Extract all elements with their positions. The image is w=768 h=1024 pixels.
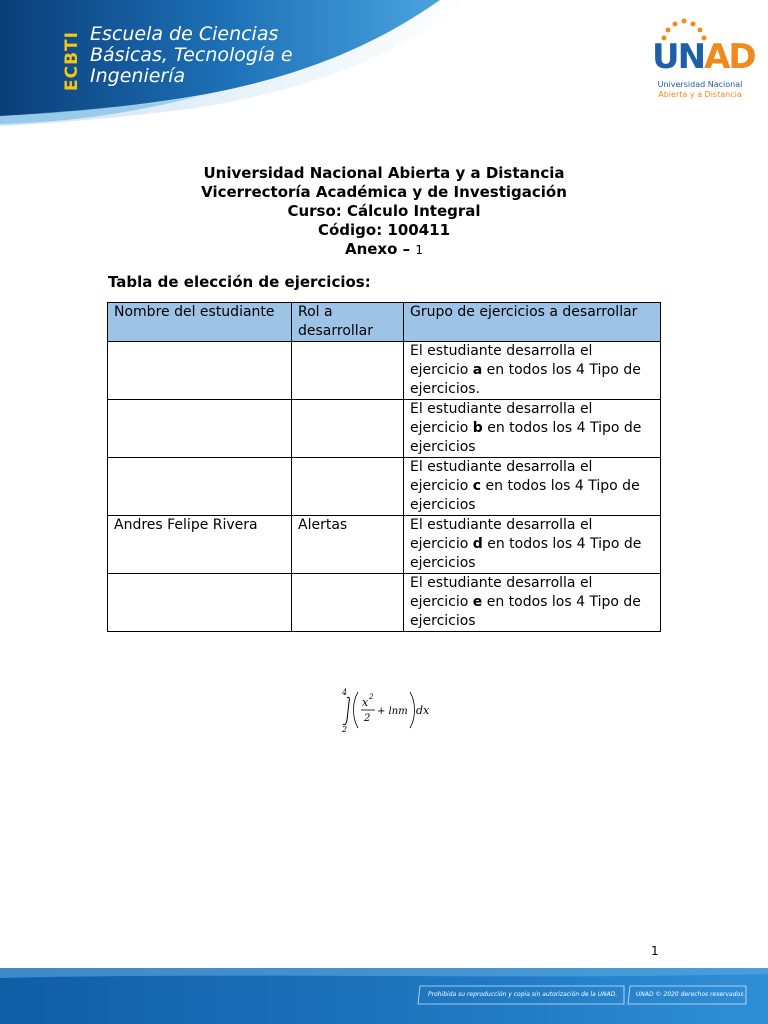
cell-exercise-group: El estudiante desarrolla el ejercicio d en todos los 4 Tipo de ejercicios <box>404 516 661 574</box>
cell-role <box>292 400 404 458</box>
integral-sign-icon <box>343 697 349 725</box>
title-university: Universidad Nacional Abierta y a Distancia <box>203 164 565 182</box>
table-row <box>108 400 661 458</box>
footer-copyright: UNAD © 2020 derechos reservados. <box>636 991 746 998</box>
school-line: Básicas, Tecnología e <box>90 44 293 66</box>
formula-term: + lnm <box>377 706 408 717</box>
integral-upper-limit: 4 <box>342 688 348 697</box>
right-paren-icon <box>410 692 415 728</box>
table-row <box>108 342 661 400</box>
cell-role <box>292 458 404 516</box>
cell-exercise-group: El estudiante desarrolla el ejercicio a en todos los 4 Tipo de ejercicios. <box>404 342 661 400</box>
left-paren-icon <box>354 692 359 728</box>
ecbti-vertical-label: ECBTI <box>62 31 82 91</box>
logo-subtitle: Abierta y a Distancia <box>658 90 742 99</box>
logo-subtitle: Universidad Nacional <box>657 80 743 89</box>
differential: dx <box>416 704 430 717</box>
logo-wordmark: UNAD <box>652 37 755 77</box>
integral-formula <box>338 686 438 736</box>
title-code: Código: 100411 <box>317 221 451 239</box>
title-course: Curso: Cálculo Integral <box>287 202 481 220</box>
table-title: Tabla de elección de ejercicios: <box>108 273 371 291</box>
header-exercise-group: Grupo de ejercicios a desarrollar <box>404 303 661 342</box>
title-vicerrectoria: Vicerrectoría Académica y de Investigación <box>201 183 567 201</box>
school-name <box>90 24 293 87</box>
header-student-name: Nombre del estudiante <box>108 303 292 342</box>
cell-role: Alertas <box>292 516 404 574</box>
cell-role <box>292 342 404 400</box>
cell-role <box>292 574 404 632</box>
cell-student-name: Andres Felipe Rivera <box>108 516 292 574</box>
denominator: 2 <box>364 713 371 724</box>
cell-student-name <box>108 458 292 516</box>
integral-lower-limit: 2 <box>342 725 348 734</box>
table-row <box>108 458 661 516</box>
footer-banner <box>0 968 768 1024</box>
document-titles <box>0 164 768 260</box>
page-number: 1 <box>651 944 659 958</box>
school-line: Ingeniería <box>90 65 186 87</box>
cell-exercise-group: El estudiante desarrolla el ejercicio e en todos los 4 Tipo de ejercicios <box>404 574 661 632</box>
cell-exercise-group: El estudiante desarrolla el ejercicio b en todos los 4 Tipo de ejercicios <box>404 400 661 458</box>
cell-student-name <box>108 400 292 458</box>
table-row <box>108 516 661 574</box>
footer-message: Prohibida su reproducción y copia sin autorización de la UNAD. <box>428 991 618 998</box>
table-row <box>108 574 661 632</box>
header-banner <box>0 0 768 140</box>
unad-logo <box>650 16 755 99</box>
cell-student-name <box>108 342 292 400</box>
table-header-row <box>108 303 661 342</box>
exercise-selection-table <box>107 302 661 632</box>
header-role: Rol a desarrollar <box>292 303 404 342</box>
school-line: Escuela de Ciencias <box>90 23 279 45</box>
cell-exercise-group: El estudiante desarrolla el ejercicio c en todos los 4 Tipo de ejercicios <box>404 458 661 516</box>
exponent: 2 <box>369 693 374 701</box>
numerator: x <box>362 696 369 709</box>
cell-student-name <box>108 574 292 632</box>
title-anexo: Anexo – 1 <box>344 240 424 258</box>
